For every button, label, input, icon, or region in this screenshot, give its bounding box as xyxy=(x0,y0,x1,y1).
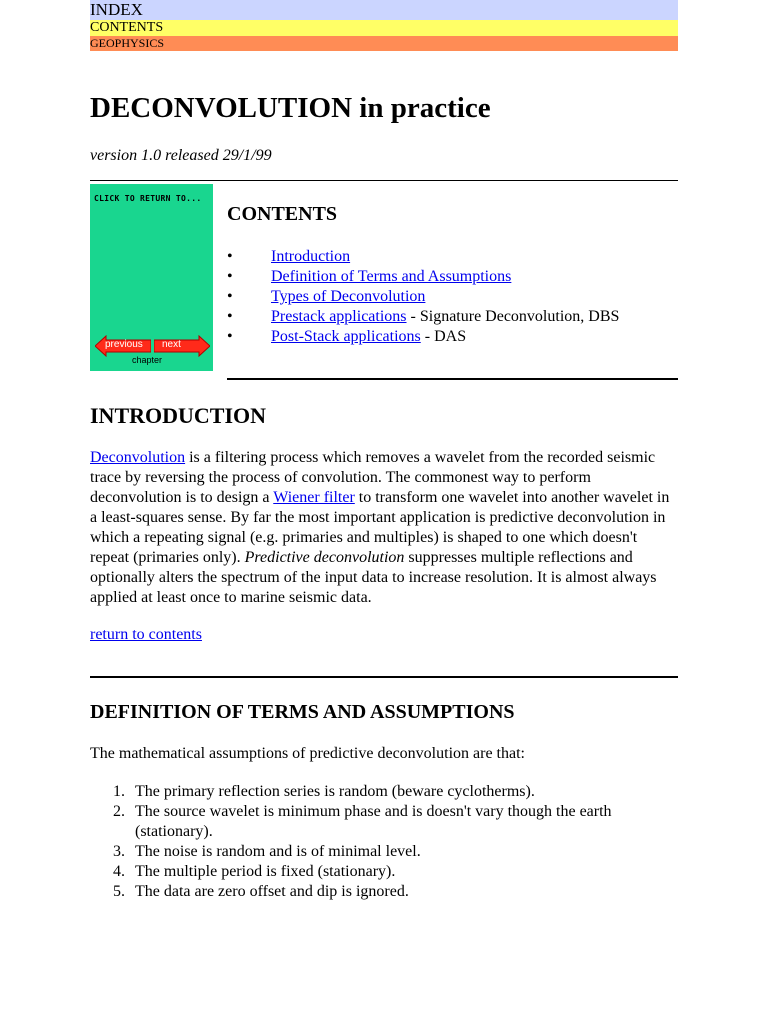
toc-link-definitions[interactable]: Definition of Terms and Assumptions xyxy=(271,268,512,285)
list-item: • Introduction xyxy=(227,248,351,265)
introduction-paragraph: Deconvolution is a filtering process which removes a wavelet from the recorded seismic trace by reversing the process of convolution. The commonest way to perform deconvolution is to design a Wiener filter to transform one wavelet into another wavelet in a least-squares sense. By far the most important application is predictive deconvolution in which a repeating signal (e.g. primaries and multiples) is shaped to one which doesn't repeat (primaries only). Predictive deconvolution suppresses multiple reflections and optionally alters the spectrum of the input data to increase resolution. It is almost always applied at least once to marine seismic data. xyxy=(90,449,670,606)
toc-link-introduction[interactable]: Introduction xyxy=(271,248,351,265)
toc-link-prestack[interactable]: Prestack applications xyxy=(271,308,407,325)
geophysics-button[interactable]: GEOPHYSICS xyxy=(90,36,678,51)
chapter-label: chapter xyxy=(132,355,163,365)
toc-suffix: - Signature Deconvolution, DBS xyxy=(406,308,620,325)
contents-heading: CONTENTS xyxy=(227,203,338,225)
contents-list xyxy=(227,247,619,347)
list-item: • Definition of Terms and Assumptions xyxy=(227,268,512,285)
toc-link-poststack[interactable]: Post-Stack applications xyxy=(271,328,421,345)
list-item: 2. The source wavelet is minimum phase and is doesn't vary though the earth (stationary). xyxy=(113,803,612,840)
list-item: 5. The data are zero offset and dip is ignored. xyxy=(113,883,409,900)
wiener-filter-link[interactable]: Wiener filter xyxy=(273,489,355,506)
divider xyxy=(227,378,678,380)
list-item: 4. The multiple period is fixed (stationary). xyxy=(113,863,396,880)
nav-header: CLICK TO RETURN TO... xyxy=(94,194,202,203)
list-item: 3. The noise is random and is of minimal level. xyxy=(113,843,421,860)
previous-chapter-button[interactable] xyxy=(95,335,151,357)
page-title: DECONVOLUTION in practice xyxy=(90,92,491,124)
previous-label: previous xyxy=(105,339,143,350)
definitions-intro: The mathematical assumptions of predictive deconvolution are that: xyxy=(90,745,525,762)
version-note: version 1.0 released 29/1/99 xyxy=(90,147,272,164)
divider xyxy=(90,676,678,678)
divider xyxy=(90,180,678,181)
list-item: • Types of Deconvolution xyxy=(227,288,426,305)
assumptions-list xyxy=(90,782,650,902)
deconvolution-link[interactable]: Deconvolution xyxy=(90,449,186,466)
toc-suffix: - DAS xyxy=(420,328,467,345)
list-item: • Post-Stack applications - DAS xyxy=(227,328,467,345)
toc-link-types[interactable]: Types of Deconvolution xyxy=(271,288,426,305)
contents-button[interactable]: CONTENTS xyxy=(90,20,678,36)
return-to-contents-link[interactable]: return to contents xyxy=(90,626,202,643)
introduction-heading: INTRODUCTION xyxy=(90,403,267,428)
next-chapter-button[interactable] xyxy=(154,335,210,357)
list-item: • Prestack applications - Signature Deconvolution, DBS xyxy=(227,308,620,325)
document-page xyxy=(90,0,678,900)
definitions-heading: DEFINITION OF TERMS AND ASSUMPTIONS xyxy=(90,701,515,723)
next-label: next xyxy=(162,339,181,350)
index-button[interactable]: INDEX xyxy=(90,0,678,20)
list-item: 1. The primary reflection series is random (beware cyclotherms). xyxy=(113,783,535,800)
